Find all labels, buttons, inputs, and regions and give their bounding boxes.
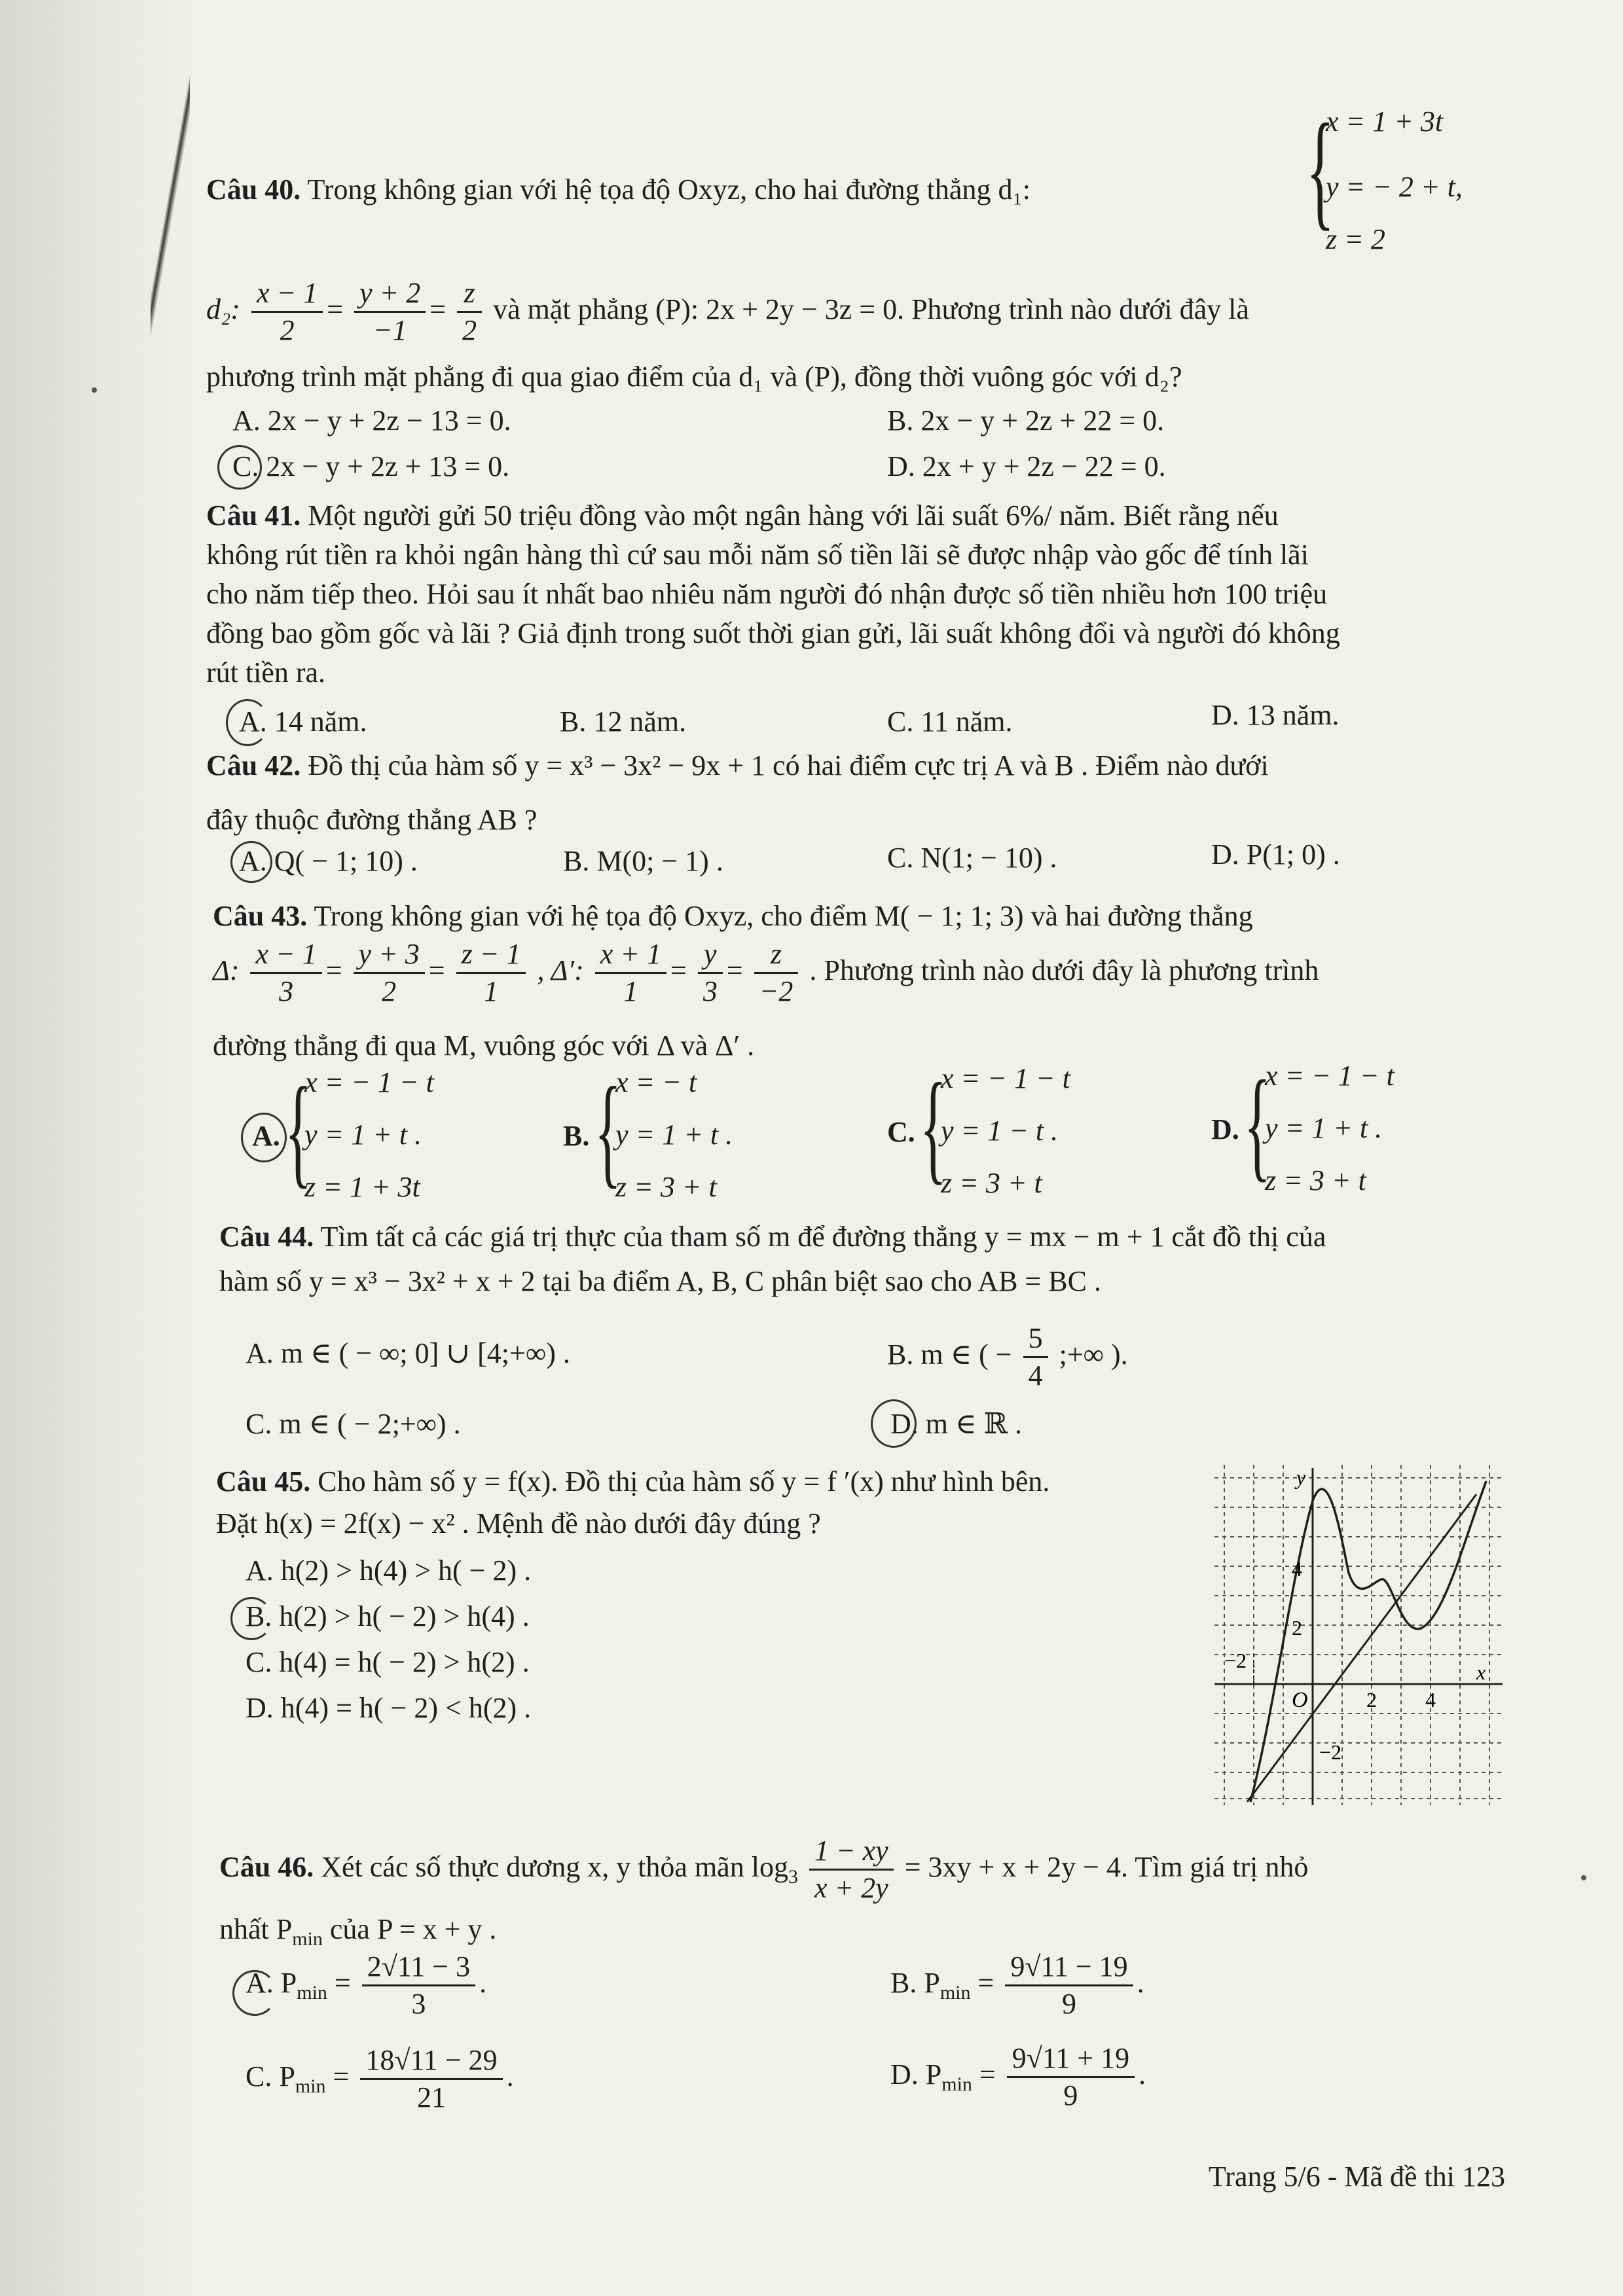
q46-option-d-sub: min xyxy=(941,2073,972,2095)
q46-option-a-dot: . xyxy=(479,1967,487,1999)
q43-frac5-den: 3 xyxy=(702,975,718,1008)
q44-option-b-num: 5 xyxy=(1023,1321,1048,1358)
q45-l2: Đặt h(x) = 2f(x) − x² . Mệnh đề nào dưới đây đúng ? xyxy=(216,1507,821,1539)
q43-option-b-label: B. xyxy=(563,1120,590,1152)
q43-option-a-label: A. xyxy=(252,1120,280,1152)
q41-l5: rút tiền ra. xyxy=(206,656,326,689)
q43-option-a-row3: z = 1 + 3t xyxy=(304,1171,420,1203)
q46-option-d[interactable] xyxy=(890,2039,1146,2121)
q40-sys2: y = − 2 + t, xyxy=(1326,171,1463,203)
q44-option-b-post: ;+∞ ). xyxy=(1059,1338,1128,1371)
q45-line1 xyxy=(216,1463,1049,1500)
q44-l1: Tìm tất cả các giá trị thực của tham số m để đường thẳng y = mx − m + 1 cắt đồ thị của xyxy=(320,1221,1326,1253)
q46-option-c[interactable] xyxy=(246,2041,514,2123)
q44-option-b-frac xyxy=(1023,1321,1048,1393)
q43-frac2-num: y + 3 xyxy=(354,937,425,974)
q43-frac4-den: 1 xyxy=(623,975,638,1008)
graph-tick-y2: 2 xyxy=(1292,1616,1302,1640)
q43-option-d-label: D. xyxy=(1211,1113,1239,1145)
q46-option-a-num: 2√11 − 3 xyxy=(362,1949,475,1986)
graph-tick-y4: 4 xyxy=(1292,1557,1302,1581)
q46-option-a-pre: A. P xyxy=(246,1967,297,1999)
q40-frac2-den: −1 xyxy=(373,314,407,347)
q44-option-d[interactable]: D. m ∈ ℝ . xyxy=(890,1408,1023,1440)
q43-option-d-row2: y = 1 + t . xyxy=(1265,1112,1383,1144)
q43-frac1 xyxy=(250,937,321,1009)
q46-l2: nhất P xyxy=(219,1913,293,1945)
graph-origin: O xyxy=(1292,1688,1308,1712)
q40-option-a[interactable]: A. 2x − y + 2z − 13 = 0. xyxy=(232,404,511,437)
q43-option-b-row3: z = 3 + t xyxy=(615,1171,717,1203)
q40-sys1: x = 1 + 3t xyxy=(1326,105,1444,137)
q46-frac-den: x + 2y xyxy=(814,1872,888,1905)
q43-label: Câu 43. xyxy=(213,900,308,932)
q43-option-c-row3: z = 3 + t xyxy=(941,1167,1042,1199)
q43-frac6-den: −2 xyxy=(759,975,793,1008)
q41-l3: cho năm tiếp theo. Hỏi sau ít nhất bao nhiêu năm người đó nhận được số tiền nhiều hơn 100 triệu xyxy=(206,578,1328,610)
q44-l2: hàm số y = x³ − 3x² + x + 2 tại ba điểm A, B, C phân biệt sao cho AB = BC . xyxy=(219,1265,1101,1297)
q43-frac5-num: y xyxy=(698,937,723,974)
q44-option-b-pre: B. m ∈ ( − xyxy=(887,1338,1012,1371)
q40-frac1-num: x − 1 xyxy=(251,276,323,313)
q46-option-a-frac xyxy=(362,1949,475,2022)
q46-option-b-dot: . xyxy=(1137,1967,1144,1999)
q43-option-d-row3: z = 3 + t xyxy=(1265,1164,1366,1196)
q44-label: Câu 44. xyxy=(219,1221,314,1253)
q40-sys3: z = 2 xyxy=(1326,223,1385,255)
graph-tick-x4: 4 xyxy=(1425,1688,1436,1712)
q43-option-c-brace: { xyxy=(920,1058,947,1196)
q46-option-b-frac xyxy=(1005,1949,1133,2022)
q43-delta: Δ: xyxy=(213,954,240,986)
q46-l1b: = 3xy + x + 2y − 4. Tìm giá trị nhỏ xyxy=(904,1851,1309,1883)
q41-answer-circle xyxy=(226,699,269,746)
q43-option-c-label: C. xyxy=(887,1116,915,1148)
q46-option-c-num: 18√11 − 29 xyxy=(360,2043,502,2080)
q46-option-b[interactable] xyxy=(890,1947,1144,2029)
q43-option-a-brace: { xyxy=(285,1062,312,1200)
q46-option-b-sub: min xyxy=(939,1981,971,2003)
q46-option-b-den: 9 xyxy=(1062,1988,1076,2020)
scan-speck xyxy=(92,387,97,393)
q40-frac2-num: y + 2 xyxy=(354,276,426,313)
q41-l1: Một người gửi 50 triệu đồng vào một ngân hàng với lãi suất 6%/ năm. Biết rằng nếu xyxy=(308,499,1279,531)
q46-option-c-dot: . xyxy=(506,2060,514,2092)
graph-tick-ym2: −2 xyxy=(1319,1740,1342,1764)
q41-l4: đồng bao gồm gốc và lãi ? Giả định trong suốt thời gian gửi, lãi suất không đổi và người đó không xyxy=(206,617,1340,649)
q45-derivative-graph xyxy=(1214,1465,1503,1805)
q43-frac2 xyxy=(354,937,425,1009)
q40-option-d[interactable]: D. 2x + y + 2z − 22 = 0. xyxy=(887,450,1166,482)
q44-line1 xyxy=(219,1219,1326,1255)
q43-option-b-brace: { xyxy=(594,1062,622,1200)
graph-x-label: x xyxy=(1476,1660,1486,1684)
q44-answer-circle xyxy=(871,1399,917,1448)
q45-option-b[interactable]: B. h(2) > h( − 2) > h(4) . xyxy=(246,1600,530,1632)
q45-l1: Cho hàm số y = f(x). Đồ thị của hàm số y = f ′(x) như hình bên. xyxy=(318,1465,1050,1498)
q43-line1 xyxy=(213,898,1253,935)
q43-option-d-brace: { xyxy=(1244,1056,1271,1193)
q43-option-a[interactable] xyxy=(246,1062,520,1210)
q40-option-b[interactable]: B. 2x − y + 2z + 22 = 0. xyxy=(887,404,1165,437)
q43-frac3-den: 1 xyxy=(484,975,499,1008)
q41-option-c[interactable]: C. 11 năm. xyxy=(887,706,1013,738)
graph-tick-x2: 2 xyxy=(1366,1688,1377,1712)
q46-option-c-eq: = xyxy=(333,2060,350,2092)
q43-frac4-num: x + 1 xyxy=(595,937,666,974)
q46-line1 xyxy=(219,1831,1308,1913)
q43-l1: Trong không gian với hệ tọa độ Oxyz, cho điểm M( − 1; 1; 3) và hai đường thẳng xyxy=(314,900,1253,932)
scan-speck xyxy=(1581,1875,1586,1880)
q41-option-a[interactable]: A. 14 năm. xyxy=(239,706,367,738)
q46-option-c-frac xyxy=(360,2043,502,2115)
q42-option-b[interactable]: B. M(0; − 1) . xyxy=(563,845,723,877)
q46-option-d-dot: . xyxy=(1139,2058,1146,2090)
q46-frac-num: 1 − xy xyxy=(809,1833,894,1871)
q42-label: Câu 42. xyxy=(206,749,301,781)
q43-frac6-num: z xyxy=(754,937,799,974)
q40-brace: { xyxy=(1306,98,1335,242)
q44-option-b[interactable] xyxy=(887,1319,1128,1393)
q42-answer-circle xyxy=(230,841,272,883)
q43-delta2: , Δ′: xyxy=(537,954,584,986)
q40-frac3-den: 2 xyxy=(462,314,477,347)
q41-line1 xyxy=(206,497,1279,534)
q44-option-c[interactable]: C. m ∈ ( − 2;+∞) . xyxy=(246,1408,461,1440)
q43-option-d[interactable] xyxy=(1211,1056,1499,1203)
q46-option-b-eq: = xyxy=(977,1967,994,1999)
q46-option-d-frac xyxy=(1007,2041,1135,2113)
q45-label: Câu 45. xyxy=(216,1465,311,1498)
q40-frac3-num: z xyxy=(457,276,482,313)
graph-y-label: y xyxy=(1296,1465,1306,1489)
q40-line2: d₂: $\frac{x - 1}{2}$ = $\frac{y + 2}{-1}$ = $\frac{z}{2}$ và mặt phẳng (P): 2x + 2y − 3z = 0. Phương trình nào dưới đây là xyxy=(206,274,1249,348)
q40-system xyxy=(1306,98,1529,262)
page-footer: Trang 5/6 - Mã đề thi 123 xyxy=(1208,2161,1505,2193)
q40-text1: Trong không gian với hệ tọa độ Oxyz, cho hai đường thẳng d₁: xyxy=(307,173,1031,206)
q40-text2: và mặt phẳng (P): 2x + 2y − 3z = 0. Phương trình nào dưới đây là xyxy=(493,293,1249,325)
q40-frac3 xyxy=(457,276,482,348)
q46-option-a-eq: = xyxy=(334,1967,351,1999)
q41-l2: không rút tiền ra khỏi ngân hàng thì cứ sau mỗi năm số tiền lãi sẽ được nhập vào gốc để tính lãi xyxy=(206,539,1309,571)
q45-option-c[interactable]: C. h(4) = h( − 2) > h(2) . xyxy=(246,1646,530,1678)
q43-option-a-row1: x = − 1 − t xyxy=(304,1066,434,1098)
q41-option-d[interactable]: D. 13 năm. xyxy=(1211,699,1340,731)
q43-option-b-row1: x = − t xyxy=(615,1066,697,1098)
q46-log-base: 3 xyxy=(788,1865,798,1888)
q40-frac2 xyxy=(354,276,426,348)
q43-frac3-num: z − 1 xyxy=(456,937,526,974)
q43-frac6 xyxy=(754,937,799,1009)
q40-label: Câu 40. xyxy=(206,173,301,206)
q43-option-c-row1: x = − 1 − t xyxy=(941,1062,1070,1094)
q44-option-b-den: 4 xyxy=(1028,1359,1043,1392)
q46-option-d-den: 9 xyxy=(1063,2079,1078,2112)
q46-option-a-sub: min xyxy=(297,1981,327,2003)
q45-option-d[interactable]: D. h(4) = h( − 2) < h(2) . xyxy=(246,1692,532,1724)
q40-text3: phương trình mặt phẳng đi qua giao điểm của d₁ và (P), đồng thời vuông góc với d₂? xyxy=(206,361,1182,393)
q42-l1: Đồ thị của hàm số y = x³ − 3x² − 9x + 1 có hai điểm cực trị A và B . Điểm nào dưới xyxy=(308,749,1269,781)
q43-answer-circle xyxy=(241,1113,287,1162)
q46-option-c-den: 21 xyxy=(417,2081,446,2114)
q43-option-d-row1: x = − 1 − t xyxy=(1265,1060,1395,1092)
q41-option-b[interactable]: B. 12 năm. xyxy=(560,706,687,738)
q45-option-a[interactable]: A. h(2) > h(4) > h( − 2) . xyxy=(246,1554,532,1587)
graph-tick-xm2: −2 xyxy=(1224,1649,1247,1672)
q46-option-d-num: 9√11 + 19 xyxy=(1007,2041,1135,2078)
q46-option-a-den: 3 xyxy=(411,1988,426,2020)
q40-option-c[interactable]: C. 2x − y + 2z + 13 = 0. xyxy=(232,450,510,482)
q40-frac1-den: 2 xyxy=(280,314,295,347)
q46-l1a: Xét các số thực dương x, y thỏa mãn log xyxy=(321,1851,788,1883)
q42-line1 xyxy=(206,747,1269,784)
q46-frac xyxy=(809,1833,894,1906)
q43-option-b[interactable] xyxy=(563,1062,799,1210)
q43-option-b-row2: y = 1 + t . xyxy=(615,1119,733,1151)
q46-answer-circle xyxy=(232,1970,277,2016)
q43-frac2-den: 2 xyxy=(382,975,397,1008)
q46-option-b-num: 9√11 − 19 xyxy=(1005,1949,1133,1986)
q44-option-a[interactable]: A. m ∈ ( − ∞; 0] ∪ [4;+∞) . xyxy=(246,1337,570,1369)
q43-option-c-row2: y = 1 − t . xyxy=(941,1115,1059,1147)
q46-option-c-sub: min xyxy=(295,2075,326,2097)
q42-l2: đây thuộc đường thẳng AB ? xyxy=(206,804,538,836)
q43-frac3 xyxy=(456,937,526,1009)
q40-frac1 xyxy=(251,276,323,348)
q40-line1 xyxy=(206,171,1030,208)
q40-d2: d₂: xyxy=(206,293,240,325)
q46-l2b: của P = x + y . xyxy=(329,1913,497,1945)
q45-answer-circle xyxy=(230,1597,272,1640)
q43-l3: đường thẳng đi qua M, vuông góc với Δ và Δ′ . xyxy=(213,1030,755,1062)
q43-option-a-row2: y = 1 + t . xyxy=(304,1119,422,1151)
q43-line2: Δ: $\frac{x - 1}{3}$ = $\frac{y + 3}{2}$ = $\frac{z - 1}{1}$ , Δ′: $\frac{x + 1}{1}$ = $\frac{y}{3}$ = $\frac{z}{-2}$ . Phương trình nào dưới đây là phương trình xyxy=(213,935,1319,1009)
q43-frac4 xyxy=(595,937,666,1009)
q42-option-a[interactable]: A. Q( − 1; 10) . xyxy=(239,845,418,877)
q42-option-c[interactable]: C. N(1; − 10) . xyxy=(887,842,1057,874)
q42-option-d[interactable]: D. P(1; 0) . xyxy=(1211,838,1340,870)
q43-frac1-num: x − 1 xyxy=(250,937,321,974)
q46-option-d-pre: D. P xyxy=(890,2058,942,2090)
q46-option-b-pre: B. P xyxy=(890,1967,940,1999)
q43-l2: . Phương trình nào dưới đây là phương trình xyxy=(809,954,1319,986)
q40-answer-circle xyxy=(217,445,262,490)
q46-min-sub: min xyxy=(292,1928,323,1950)
q46-option-c-pre: C. P xyxy=(246,2060,295,2092)
q43-frac1-den: 3 xyxy=(279,975,294,1008)
q41-label: Câu 41. xyxy=(206,499,301,531)
q46-option-d-eq: = xyxy=(979,2058,996,2090)
q43-option-c[interactable] xyxy=(887,1058,1162,1206)
q46-label: Câu 46. xyxy=(219,1851,314,1883)
q43-frac5 xyxy=(698,937,723,1009)
q46-option-a[interactable] xyxy=(246,1947,486,2029)
